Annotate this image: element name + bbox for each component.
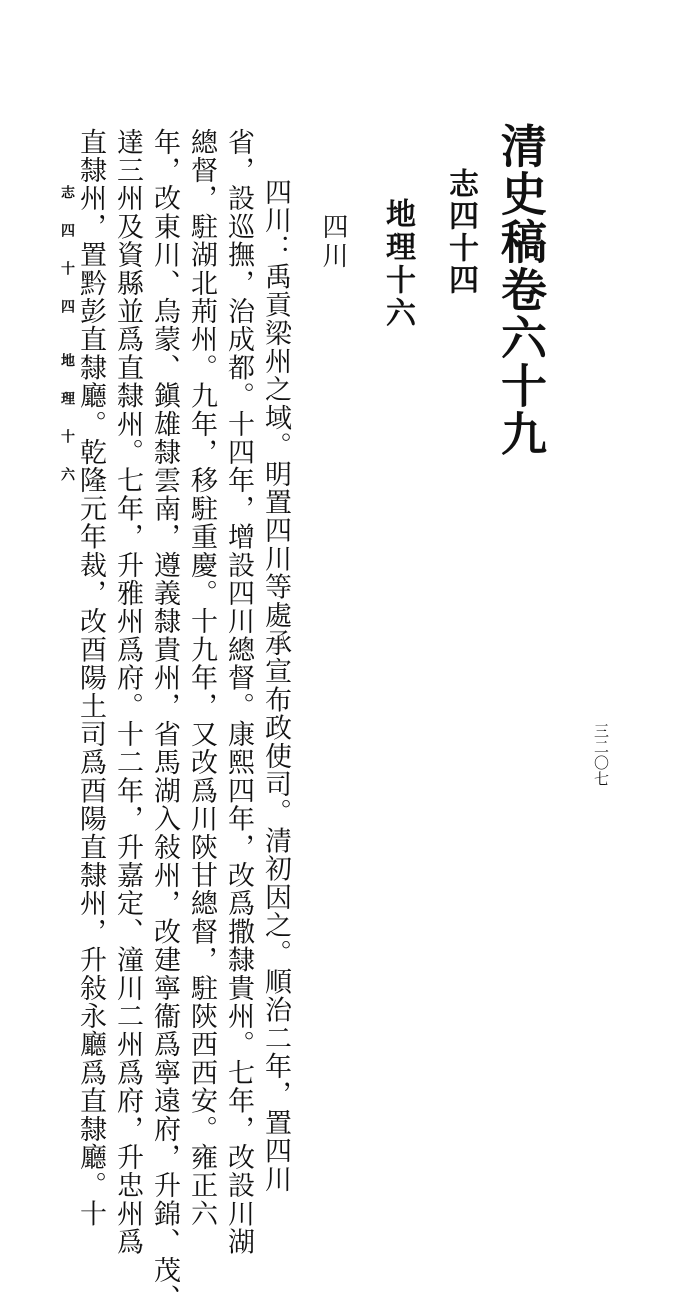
sub-volume-heading: 志四十四: [443, 168, 478, 296]
running-head: 志 四 十 四 地 理 十 六: [59, 185, 75, 485]
body-column-5: 達三州及資縣並爲直隸州。七年，升雅州爲府。十二年，升嘉定、潼川二州爲府，升忠州爲: [112, 128, 143, 1256]
body-column-1: 四川：禹貢梁州之域。明置四川等處承宣布政使司。清初因之。順治二年，置四川: [260, 178, 291, 1194]
body-column-3: 總督，駐湖北荊州。九年，移駐重慶。十九年，又改爲川陝甘總督，駐陝西西安。雍正六: [186, 128, 217, 1228]
section-heading: 四川: [318, 213, 348, 271]
body-column-6: 直隸州，置黔彭直隸廳。乾隆元年裁，改酉陽土司爲酉陽直隸州，升敍永廳爲直隸廳。十: [75, 128, 106, 1228]
body-column-4: 年，改東川、烏蒙、鎭雄隸雲南，遵義隸貴州，省馬湖入敍州，改建寧衞爲寧遠府，升錦、茂、: [149, 128, 180, 1312]
body-column-2: 省，設巡撫，治成都。十四年，增設四川總督。康熙四年，改爲撒隸貴州。七年，改設川湖: [223, 128, 254, 1256]
subject-heading: 地理十六: [380, 198, 415, 330]
volume-title: 清史稿卷六十九: [494, 122, 548, 458]
page-number: 三二〇七: [592, 723, 610, 787]
